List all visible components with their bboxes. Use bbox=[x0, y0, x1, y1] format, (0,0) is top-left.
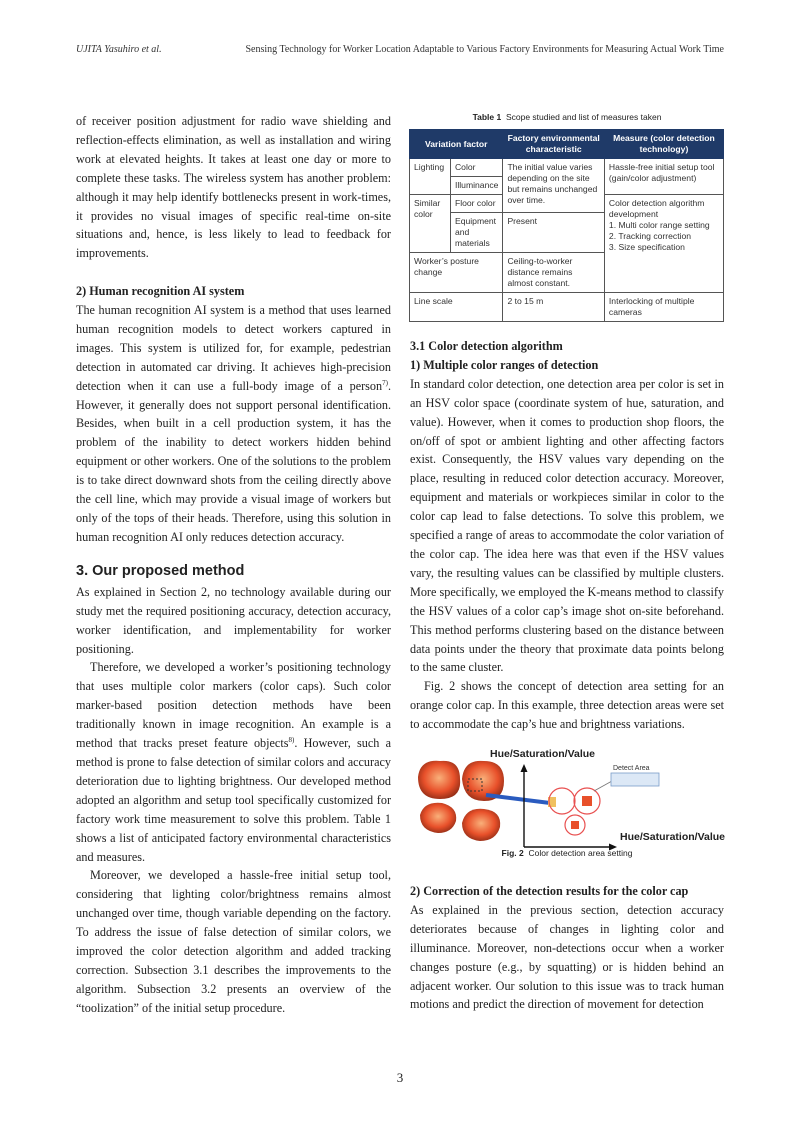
subsection-heading: 2) Human recognition AI system bbox=[76, 284, 245, 299]
subsection-heading: 1) Multiple color ranges of detection bbox=[410, 357, 599, 372]
detect-area-callout bbox=[611, 773, 659, 786]
figure-caption: Fig. 2 Color detection area setting bbox=[501, 848, 633, 858]
header-title: Sensing Technology for Worker Location Adaptable to Various Factory Environments for Measuring Actual Work Time bbox=[245, 44, 724, 55]
table-cell: Floor color bbox=[450, 195, 502, 213]
subsection-heading: 2) Correction of the detection results for the color cap bbox=[410, 884, 689, 898]
fig-axis-y-label: Hue/Saturation/Value bbox=[490, 748, 596, 760]
table-cell: Ceiling-to-worker distance remains almost constant. bbox=[503, 253, 604, 293]
running-header bbox=[76, 44, 724, 64]
paragraph: In standard color detection, one detection area per color is set in an HSV color space (coordinate system of hue, saturation, and value). However, when it comes to production shop floors, the on/off of spot or ambient lighting and other affecting factors exist. Consequently, the HSV values vary depending on the place, resulting in reduced color detection accuracy. Moreover, equipment and materials or workpieces similar in color to the color cap lead to false detections. To solve this problem, we specified a range of areas to accommodate the color variation of the color cap. The idea here was that even if the HSV values vary, the resulting values can be classified by multiple clusters. More specifically, we employed the K-means method to classify the HSV values of a color cap’s image shot on-site beforehand. This method performs clustering based on the distance between data points under the theory that proximate data points belong to the same cluster. bbox=[410, 376, 724, 675]
table-cell: Interlocking of multiple cameras bbox=[604, 293, 723, 322]
figure-2 bbox=[410, 745, 724, 865]
table-1 bbox=[409, 129, 724, 322]
fig-callout-text: Detect Area bbox=[613, 765, 650, 772]
citation-ref[interactable]: 7) bbox=[382, 378, 388, 387]
table-cell: Color detection algorithm development 1. Multi color range setting 2. Tracking correction 3. Size specification bbox=[604, 195, 723, 293]
table-caption: Table 1 Scope studied and list of measures taken bbox=[472, 112, 662, 122]
citation-ref[interactable]: 8) bbox=[288, 736, 295, 745]
table-header-cell: Measure (color detection technology) bbox=[604, 130, 723, 159]
section-heading: 3. Our proposed method bbox=[76, 562, 245, 579]
table-header-cell: Factory environmental characteristic bbox=[503, 130, 604, 159]
table-cell: Equipment and materials bbox=[450, 213, 502, 253]
paragraph: of receiver position adjustment for radio wave shielding and reflection-effects elimination, as well as installation and wiring work at elevated heights. It takes at least one day or more to complete these tasks. The wireless system has another problem: although it may help identify bottlenecks present in work-times, it provides no visual images of specific real-time on-site situations and, hence, is less likely to lead to feedback for improvements. bbox=[76, 114, 391, 261]
color-cap-image bbox=[462, 809, 500, 841]
table-cell: Similar color bbox=[410, 195, 451, 253]
left-column bbox=[76, 112, 391, 1018]
fig-axis-x-label: Hue/Saturation/Value bbox=[620, 831, 726, 843]
right-column-upper bbox=[410, 337, 724, 734]
color-cap-image bbox=[420, 803, 456, 833]
paragraph: As explained in the previous section, detection accuracy deteriorates because of changes in lighting color and illuminance. Moreover, non-detections occur when a worker changes posture (e.g., by squatting) or is hidden behind an adjacent worker. Our solution to this issue was to track human motions and predict the direction of movement for detection bbox=[410, 902, 724, 1012]
table-row bbox=[410, 159, 724, 177]
table-header-cell: Variation factor bbox=[410, 130, 503, 159]
paragraph: As explained in Section 2, no technology available during our study met the required positioning accuracy, detection accuracy, worker identification, and implementability for worker positioning. bbox=[76, 584, 391, 656]
table-cell: Hassle-free initial setup tool (gain/color adjustment) bbox=[604, 159, 723, 195]
table-cell: Color bbox=[450, 159, 502, 177]
table-cell: The initial value varies depending on the site but remains unchanged over time. bbox=[503, 159, 604, 213]
table-cell: Line scale bbox=[410, 293, 503, 322]
paragraph: The human recognition AI system is a method that uses learned human recognition models to detect workers captured in images. This system is utilized for, for example, pedestrian detection in automated car driving. It achieves high-precision detection when it can use a full-body image of a person$^{7)}$. However, it generally does not support personal identification. Besides, when built in a cell production system, it has the problem of the inability to detect workers hidden behind equipment or other workers. One of the solutions to the problem is to take direct downward shots from the ceiling directly above the cell line, which may provide a visual image of workers but only of the tops of their heads. Therefore, using this solution in human recognition AI only reduces detection accuracy. bbox=[76, 303, 391, 544]
table-cell: Worker’s posture change bbox=[410, 253, 503, 293]
table-cell: Present bbox=[503, 213, 604, 253]
table-row bbox=[410, 293, 724, 322]
header-authors: UJITA Yasuhiro et al. bbox=[76, 44, 162, 55]
table-cell: 2 to 15 m bbox=[503, 293, 604, 322]
paragraph: Fig. 2 shows the concept of detection area setting for an orange color cap. In this example, three detection areas were set to accommodate the cap’s hue and brightness variations. bbox=[410, 679, 724, 732]
color-cap-image bbox=[418, 761, 460, 799]
subsection-heading: 3.1 Color detection algorithm bbox=[410, 339, 563, 353]
page-number: 3 bbox=[396, 1070, 404, 1085]
table-cell: Illuminance bbox=[450, 177, 502, 195]
paragraph: Therefore, we developed a worker’s positioning technology that uses multiple color markers (color caps). Such color marker-based position detection methods have been traditionally known in image recognition. An example is a method that tracks preset feature objects$^{8)}$. However, such a method is prone to false detection of similar colors and accuracy deterioration due to lighting brightness. Our developed method adopted an algorithm and setup tool specifically customized for factory work time measurement to solve this problem. Table 1 shows a list of anticipated factory environmental characteristics and measures. bbox=[76, 660, 391, 864]
table-cell: Lighting bbox=[410, 159, 451, 195]
table-header-row bbox=[410, 130, 724, 159]
paragraph: Moreover, we developed a hassle-free initial setup tool, considering that lighting color/brightness remains almost unchanged over time, though variable depending on the factory. To address the issue of false detection of similar colors, we improved the color detection algorithm and added tracking correction. Subsection 3.1 describes the improvements to the algorithm. Subsection 3.2 presents an overview of the “toolization” of the initial setup procedure. bbox=[76, 868, 391, 1015]
right-column-lower bbox=[410, 882, 724, 1014]
